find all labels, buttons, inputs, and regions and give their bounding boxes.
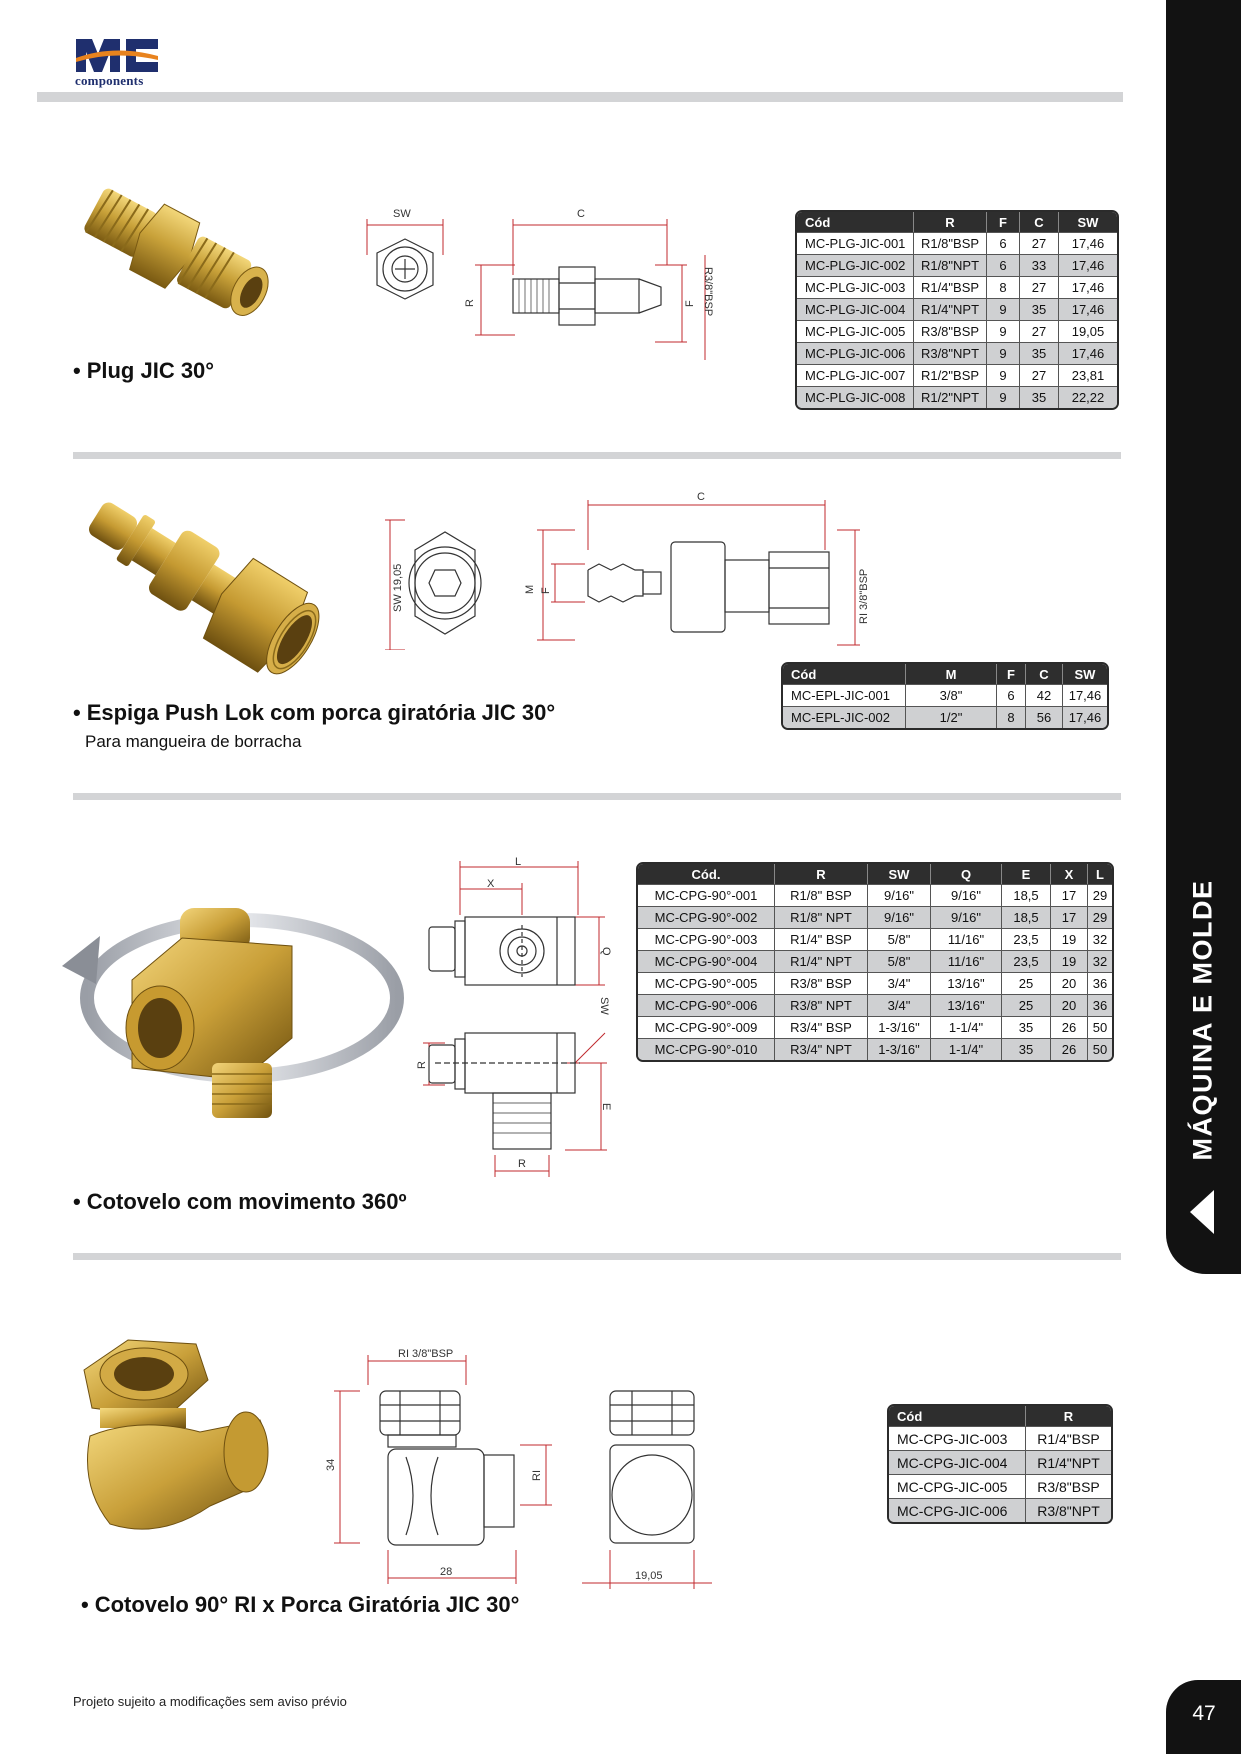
table-cell: 1-1/4" (931, 1016, 1002, 1038)
cotovelo-90-technical-drawing (320, 1345, 730, 1590)
table-cell: MC-PLG-JIC-008 (797, 386, 914, 408)
logo-text: components (75, 73, 144, 88)
table-cell: 11/16" (931, 928, 1002, 950)
table-cell: 3/4" (868, 972, 931, 994)
table-cell: 13/16" (931, 994, 1002, 1016)
table-cell: 17 (1051, 906, 1088, 928)
section-title-cotovelo-90: • Cotovelo 90° RI x Porca Giratória JIC 30° (81, 1592, 520, 1617)
cotovelo-90-product-image (80, 1336, 280, 1541)
table-row (638, 928, 1112, 950)
table-cell: 17,46 (1059, 232, 1117, 254)
table-cell: 18,5 (1002, 884, 1051, 906)
table-cell: 17,46 (1059, 254, 1117, 276)
cotovelo-dim-x: X (487, 878, 495, 890)
section-title-cotovelo-360: • Cotovelo com movimento 360º (73, 1189, 407, 1214)
table-cell: 9/16" (868, 906, 931, 928)
cotovelo-90-dim-w2: 19,05 (635, 1570, 663, 1582)
col-header: SW (1063, 664, 1107, 684)
table-row (797, 298, 1117, 320)
table-cell: MC-EPL-JIC-002 (783, 706, 906, 728)
table-cell: R1/8"BSP (914, 232, 987, 254)
table-cell: 9 (987, 364, 1020, 386)
table-cell: R3/4" NPT (775, 1038, 868, 1060)
table-cell: 20 (1051, 972, 1088, 994)
table-header-row (783, 664, 1107, 684)
table-row (783, 706, 1107, 728)
table-cell: R3/8"NPT (914, 342, 987, 364)
plug-dim-thread: R3/8"BSP (702, 267, 714, 317)
col-header: Cód (797, 212, 914, 232)
cotovelo-90-dim-ri: RI (531, 1470, 543, 1481)
table-cell: R1/4"NPT (914, 298, 987, 320)
table-cell: MC-PLG-JIC-006 (797, 342, 914, 364)
section-divider (73, 452, 1121, 459)
table-cell: MC-EPL-JIC-001 (783, 684, 906, 706)
table-cell: R3/8" BSP (775, 972, 868, 994)
table-cell: 9 (987, 342, 1020, 364)
page-number: 47 (1192, 1702, 1216, 1725)
table-cell: 17,46 (1063, 706, 1107, 728)
table-cell: 3/8" (906, 684, 997, 706)
col-header: L (1088, 864, 1112, 884)
table-cell: 19 (1051, 950, 1088, 972)
table-cell: 35 (1002, 1038, 1051, 1060)
table-header-row (797, 212, 1117, 232)
table-cell: 6 (997, 684, 1026, 706)
section-side-label: MÁQUINA E MOLDE (1187, 879, 1218, 1161)
table-cell: 27 (1020, 232, 1059, 254)
table-cell: R3/8"NPT (1026, 1498, 1111, 1522)
section-title-espiga: • Espiga Push Lok com porca giratória JIC 30° (73, 700, 556, 725)
plug-dim-f: F (684, 300, 696, 307)
header-rule (37, 92, 1123, 102)
cotovelo-360-technical-drawing (405, 855, 625, 1180)
table-row (783, 684, 1107, 706)
table-cell: 33 (1020, 254, 1059, 276)
plug-jic-spec-table (795, 210, 1119, 410)
table-cell: 9/16" (868, 884, 931, 906)
table-cell: R3/4" BSP (775, 1016, 868, 1038)
col-header: Cód. (638, 864, 775, 884)
table-cell: 29 (1088, 906, 1112, 928)
table-row (797, 386, 1117, 408)
table-cell: 11/16" (931, 950, 1002, 972)
table-cell: R3/8" NPT (775, 994, 868, 1016)
table-cell: MC-CPG-90°-002 (638, 906, 775, 928)
table-cell: 36 (1088, 994, 1112, 1016)
table-cell: 27 (1020, 364, 1059, 386)
table-row (638, 1016, 1112, 1038)
cotovelo-90-dim-thread: RI 3/8"BSP (398, 1348, 454, 1360)
table-row (638, 906, 1112, 928)
table-cell: 36 (1088, 972, 1112, 994)
table-row (797, 342, 1117, 364)
col-header: C (1020, 212, 1059, 232)
section-divider (73, 1253, 1121, 1260)
cotovelo-90-dim-h: 34 (325, 1458, 337, 1471)
section-divider (73, 793, 1121, 800)
table-cell: 22,22 (1059, 386, 1117, 408)
table-cell: 19,05 (1059, 320, 1117, 342)
espiga-dim-f: F (540, 587, 552, 594)
cotovelo-dim-q: Q (600, 947, 612, 956)
table-cell: MC-CPG-90°-003 (638, 928, 775, 950)
table-cell: 35 (1020, 342, 1059, 364)
table-header-row (889, 1406, 1111, 1426)
table-cell: 5/8" (868, 928, 931, 950)
col-header: F (987, 212, 1020, 232)
table-row (797, 232, 1117, 254)
table-header-row (638, 864, 1112, 884)
table-cell: 50 (1088, 1038, 1112, 1060)
table-cell: 9 (987, 298, 1020, 320)
table-cell: R1/2"NPT (914, 386, 987, 408)
table-cell: R1/2"BSP (914, 364, 987, 386)
col-header: X (1051, 864, 1088, 884)
table-cell: 8 (997, 706, 1026, 728)
table-cell: 19 (1051, 928, 1088, 950)
table-cell: 17,46 (1059, 298, 1117, 320)
table-row (638, 994, 1112, 1016)
table-row (797, 276, 1117, 298)
section-title-plug-jic: • Plug JIC 30° (73, 358, 215, 383)
table-cell: 35 (1020, 386, 1059, 408)
table-row (638, 1038, 1112, 1060)
table-cell: MC-CPG-JIC-004 (889, 1450, 1026, 1474)
espiga-dim-c: C (697, 491, 705, 503)
cotovelo-dim-sw: SW (598, 997, 610, 1015)
table-cell: 23,5 (1002, 950, 1051, 972)
table-cell: R3/8"BSP (914, 320, 987, 342)
table-cell: 8 (987, 276, 1020, 298)
cotovelo-90-spec-table (887, 1404, 1113, 1524)
col-header: M (906, 664, 997, 684)
table-cell: MC-CPG-90°-004 (638, 950, 775, 972)
table-cell: 50 (1088, 1016, 1112, 1038)
cotovelo-360-spec-table (636, 862, 1114, 1062)
col-header: F (997, 664, 1026, 684)
table-row (889, 1474, 1111, 1498)
espiga-dim-thread: RI 3/8"BSP (858, 568, 870, 624)
table-cell: R1/4" NPT (775, 950, 868, 972)
table-row (797, 320, 1117, 342)
table-row (638, 950, 1112, 972)
cotovelo-dim-e: E (600, 1103, 612, 1111)
table-cell: MC-CPG-90°-010 (638, 1038, 775, 1060)
table-cell: R1/4" BSP (775, 928, 868, 950)
bullet-icon: • (73, 700, 81, 725)
table-cell: 29 (1088, 884, 1112, 906)
cotovelo-360-product-image (62, 888, 412, 1138)
table-cell: R1/8" BSP (775, 884, 868, 906)
table-cell: 17,46 (1063, 684, 1107, 706)
table-cell: 1-1/4" (931, 1038, 1002, 1060)
table-cell: R1/4"BSP (914, 276, 987, 298)
table-cell: R1/4"BSP (1026, 1426, 1111, 1450)
table-row (797, 254, 1117, 276)
plug-jic-product-image (70, 180, 290, 340)
bullet-icon: • (73, 1189, 81, 1214)
table-cell: MC-PLG-JIC-007 (797, 364, 914, 386)
cotovelo-90-dim-w: 28 (440, 1566, 453, 1578)
table-row (889, 1450, 1111, 1474)
footer-disclaimer: Projeto sujeito a modificações sem aviso prévio (73, 1694, 347, 1709)
table-cell: R3/8"BSP (1026, 1474, 1111, 1498)
table-cell: 17 (1051, 884, 1088, 906)
col-header: C (1026, 664, 1063, 684)
table-cell: R1/4"NPT (1026, 1450, 1111, 1474)
table-cell: 5/8" (868, 950, 931, 972)
col-header: R (775, 864, 868, 884)
table-cell: 1/2" (906, 706, 997, 728)
table-cell: 27 (1020, 320, 1059, 342)
espiga-dim-m: M (524, 584, 536, 594)
table-cell: 6 (987, 254, 1020, 276)
table-cell: 9/16" (931, 906, 1002, 928)
table-cell: 9/16" (931, 884, 1002, 906)
table-row (889, 1498, 1111, 1522)
col-header: E (1002, 864, 1051, 884)
table-row (797, 364, 1117, 386)
table-cell: 26 (1051, 1016, 1088, 1038)
table-cell: MC-PLG-JIC-004 (797, 298, 914, 320)
table-cell: 56 (1026, 706, 1063, 728)
table-cell: MC-PLG-JIC-005 (797, 320, 914, 342)
table-cell: 27 (1020, 276, 1059, 298)
table-cell: 32 (1088, 928, 1112, 950)
cotovelo-dim-r: R (416, 1061, 428, 1069)
plug-jic-technical-drawing (355, 205, 725, 365)
table-cell: 9 (987, 320, 1020, 342)
table-cell: 17,46 (1059, 342, 1117, 364)
bullet-icon: • (81, 1592, 89, 1617)
plug-dim-c: C (577, 208, 585, 220)
table-row (638, 972, 1112, 994)
table-cell: 1-3/16" (868, 1016, 931, 1038)
col-header: Cód (889, 1406, 1026, 1426)
table-cell: 25 (1002, 994, 1051, 1016)
table-cell: 23,5 (1002, 928, 1051, 950)
col-header: Cód (783, 664, 906, 684)
table-cell: 26 (1051, 1038, 1088, 1060)
table-cell: 1-3/16" (868, 1038, 931, 1060)
table-cell: R1/8"NPT (914, 254, 987, 276)
table-cell: MC-CPG-JIC-006 (889, 1498, 1026, 1522)
bullet-icon: • (73, 358, 81, 383)
table-cell: 23,81 (1059, 364, 1117, 386)
table-cell: R1/8" NPT (775, 906, 868, 928)
table-cell: MC-CPG-90°-006 (638, 994, 775, 1016)
table-cell: 25 (1002, 972, 1051, 994)
cotovelo-dim-r-bottom: R (518, 1158, 526, 1170)
table-cell: 6 (987, 232, 1020, 254)
table-cell: 35 (1002, 1016, 1051, 1038)
table-cell: 3/4" (868, 994, 931, 1016)
table-cell: MC-CPG-JIC-003 (889, 1426, 1026, 1450)
table-cell: 17,46 (1059, 276, 1117, 298)
espiga-push-lok-product-image (75, 488, 345, 693)
plug-dim-sw: SW (393, 208, 411, 220)
table-cell: MC-CPG-90°-001 (638, 884, 775, 906)
espiga-dim-sw: SW 19,05 (392, 563, 404, 612)
triangle-left-icon[interactable] (1190, 1190, 1214, 1234)
table-cell: MC-CPG-90°-009 (638, 1016, 775, 1038)
col-header: SW (1059, 212, 1117, 232)
table-cell: 20 (1051, 994, 1088, 1016)
espiga-subtitle: Para mangueira de borracha (85, 732, 302, 751)
table-cell: 18,5 (1002, 906, 1051, 928)
col-header: Q (931, 864, 1002, 884)
col-header: R (914, 212, 987, 232)
table-row (638, 884, 1112, 906)
table-cell: 35 (1020, 298, 1059, 320)
espiga-technical-drawing (375, 490, 875, 650)
espiga-spec-table (781, 662, 1109, 730)
col-header: SW (868, 864, 931, 884)
table-cell: 9 (987, 386, 1020, 408)
table-cell: 13/16" (931, 972, 1002, 994)
cotovelo-dim-l: L (515, 856, 522, 868)
table-row (889, 1426, 1111, 1450)
plug-dim-r: R (464, 299, 476, 307)
table-cell: MC-PLG-JIC-001 (797, 232, 914, 254)
table-cell: MC-CPG-90°-005 (638, 972, 775, 994)
col-header: R (1026, 1406, 1111, 1426)
table-cell: 32 (1088, 950, 1112, 972)
table-cell: 42 (1026, 684, 1063, 706)
table-cell: MC-PLG-JIC-002 (797, 254, 914, 276)
table-cell: MC-PLG-JIC-003 (797, 276, 914, 298)
table-cell: MC-CPG-JIC-005 (889, 1474, 1026, 1498)
